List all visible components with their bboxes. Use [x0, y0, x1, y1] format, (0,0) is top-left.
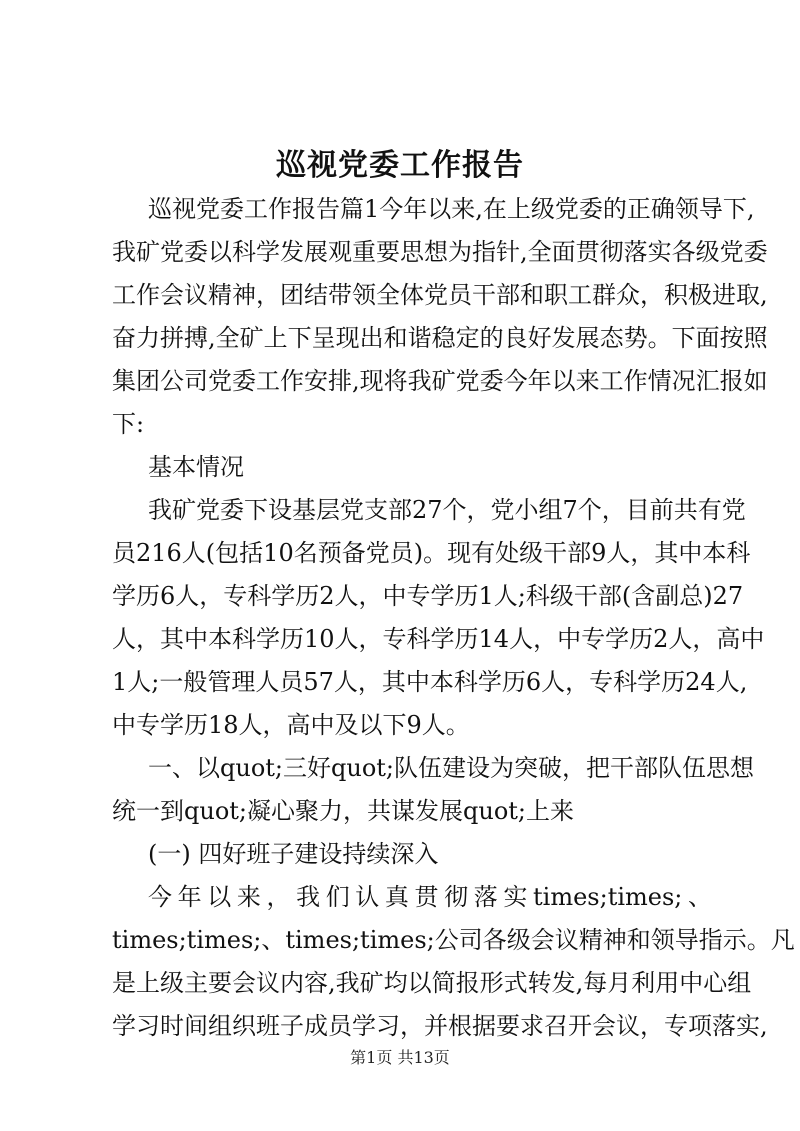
- paragraph-line: 今年以来，我们认真贯彻落实times;times;、: [148, 883, 712, 911]
- paragraph-line: 1人;一般管理人员57人，其中本科学历6人，专科学历24人,: [112, 668, 748, 696]
- paragraph-line: times;times;、times;times;公司各级会议精神和领导指示。凡: [112, 926, 795, 954]
- paragraph-line: 奋力拼搏,全矿上下呈现出和谐稳定的良好发展态势。下面按照: [112, 324, 768, 352]
- paragraph-line: 学历6人，专科学历2人，中专学历1人;科级干部(含副总)27: [112, 582, 744, 610]
- section-heading: 一、以quot;三好quot;队伍建设为突破，把干部队伍思想: [148, 754, 754, 782]
- paragraph-line: 中专学历18人，高中及以下9人。: [112, 711, 470, 739]
- subsection-heading: (一) 四好班子建设持续深入: [148, 840, 439, 868]
- page-footer: 第1页 共13页: [350, 1048, 450, 1067]
- paragraph-line: 我矿党委以科学发展观重要思想为指针,全面贯彻落实各级党委: [112, 238, 768, 266]
- paragraph-line: 工作会议精神，团结带领全体党员干部和职工群众，积极进取,: [112, 281, 768, 309]
- paragraph-line: 集团公司党委工作安排,现将我矿党委今年以来工作情况汇报如: [112, 367, 768, 395]
- document-title: 巡视党委工作报告: [276, 148, 524, 183]
- paragraph-line: 人，其中本科学历10人，专科学历14人，中专学历2人，高中: [112, 625, 765, 653]
- paragraph-line: 巡视党委工作报告篇1今年以来,在上级党委的正确领导下,: [148, 195, 755, 223]
- paragraph-line: 下:: [112, 410, 145, 438]
- paragraph-line: 员216人(包括10名预备党员)。现有处级干部9人，其中本科: [112, 539, 751, 567]
- paragraph-line: 学习时间组织班子成员学习，并根据要求召开会议，专项落实,: [112, 1012, 768, 1040]
- paragraph-line: 是上级主要会议内容,我矿均以简报形式转发,每月利用中心组: [112, 969, 752, 997]
- paragraph-line: 我矿党委下设基层党支部27个，党小组7个，目前共有党: [148, 496, 746, 524]
- section-heading: 统一到quot;凝心聚力，共谋发展quot;上来: [112, 797, 574, 825]
- section-heading: 基本情况: [148, 453, 244, 481]
